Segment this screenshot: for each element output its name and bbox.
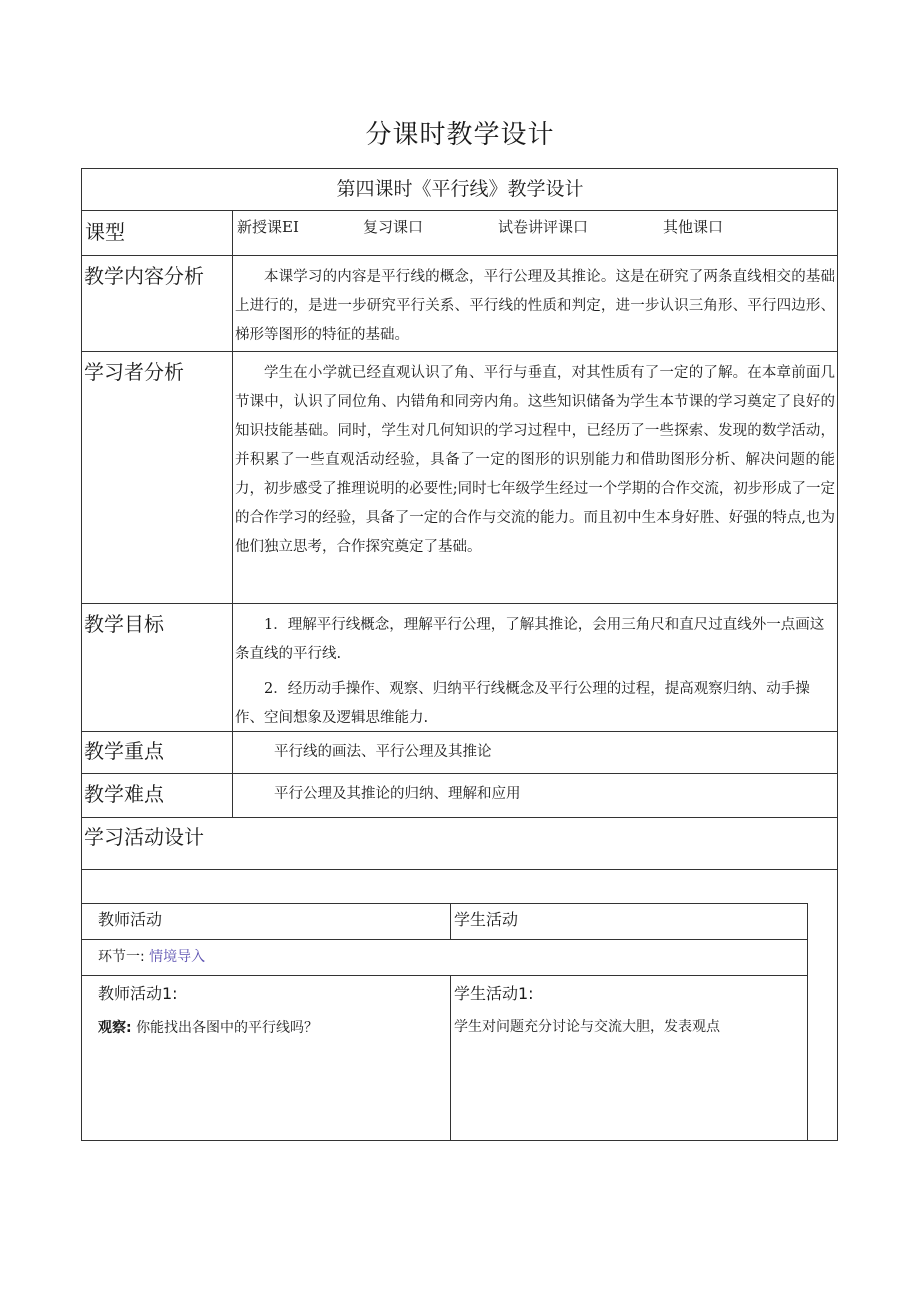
content-analysis-text: 本课学习的内容是平行线的概念，平行公理及其推论。这是在研究了两条直线相交的基础上进行的，是进一步研究平行关系、平行线的性质和判定，进一步认识三角形、平行四边形、梯形等图形的特征的基础。 (235, 269, 835, 343)
student-activity-title: 学生活动1: (454, 984, 534, 1003)
course-type-option-exam: 试卷讲评课口 (498, 218, 589, 236)
observe-label: 观察: (98, 1020, 132, 1036)
row-divider (81, 210, 838, 211)
objectives-label: 教学目标 (84, 612, 164, 636)
key-points-label: 教学重点 (84, 739, 164, 763)
column-divider (232, 210, 233, 817)
learner-analysis-text: 学生在小学就已经直观认识了角、平行与垂直，对其性质有了一定的了解。在本章前面几节课中，认识了同位角、内错角和同旁内角。这些知识储备为学生本节课的学习奠定了良好的知识技能基础。同时，学生对几何知识的学习过程中，已经历了一些探索、发现的数学活动，并积累了一些直观活动经验，具备了一定的图形的识别能力和借助图形分析、解决问题的能力，初步感受了推理说明的必要性;同时七年级学生经过一个学期的合作交流，初步形成了一定的合作学习的经验，具备了一定的合作与交流的能力。而且初中生本身好胜、好强的特点,也为他们独立思考，合作探究奠定了基础。 (235, 365, 835, 555)
row-divider (81, 351, 838, 352)
activity-table-line (81, 975, 808, 976)
observe-line (98, 1017, 318, 1037)
stage-heading (98, 946, 205, 966)
lesson-subtitle: 第四课时《平行线》教学设计 (336, 178, 584, 200)
difficulties-label: 教学难点 (84, 782, 164, 806)
course-type-option-new: 新授课EI (237, 218, 299, 236)
student-activity-text: 学生对问题充分讨论与交流大胆，发表观点 (454, 1019, 720, 1035)
course-type-label: 课型 (85, 220, 125, 244)
activity-table-line (450, 903, 451, 939)
teacher-activity-title: 教师活动1: (98, 984, 178, 1003)
teacher-activity-header: 教师活动 (98, 910, 163, 929)
course-type-option-other: 其他课口 (663, 218, 724, 236)
row-divider (81, 817, 838, 818)
content-analysis-label: 教学内容分析 (84, 264, 204, 288)
activity-table-line (450, 975, 451, 1141)
stage-name: 情境导入 (149, 949, 206, 965)
key-points-text: 平行线的画法、平行公理及其推论 (274, 744, 492, 760)
activity-table-line (807, 903, 808, 1141)
student-activity-header: 学生活动 (454, 910, 519, 929)
difficulties-text: 平行公理及其推论的归纳、理解和应用 (274, 786, 521, 802)
row-divider (81, 773, 838, 774)
row-divider (81, 603, 838, 604)
activity-table-line (81, 939, 808, 940)
activity-table-line (81, 903, 808, 904)
activity-design-label: 学习活动设计 (84, 825, 204, 849)
observe-text: 你能找出各图中的平行线吗？ (136, 1020, 319, 1036)
stage-prefix: 环节一: (98, 949, 145, 965)
objective-item: 1．理解平行线概念，理解平行公理，了解其推论，会用三角尺和直尺过直线外一点画这条直线的平行线. (235, 617, 825, 662)
objective-item: 2．经历动手操作、观察、归纳平行线概念及平行公理的过程，提高观察归纳、动手操作、空间想象及逻辑思维能力. (235, 681, 810, 726)
course-type-option-review: 复习课口 (363, 218, 424, 236)
page-title: 分课时教学设计 (365, 120, 555, 150)
learner-analysis-label: 学习者分析 (84, 360, 184, 384)
row-divider (81, 255, 838, 256)
row-divider (81, 869, 838, 870)
